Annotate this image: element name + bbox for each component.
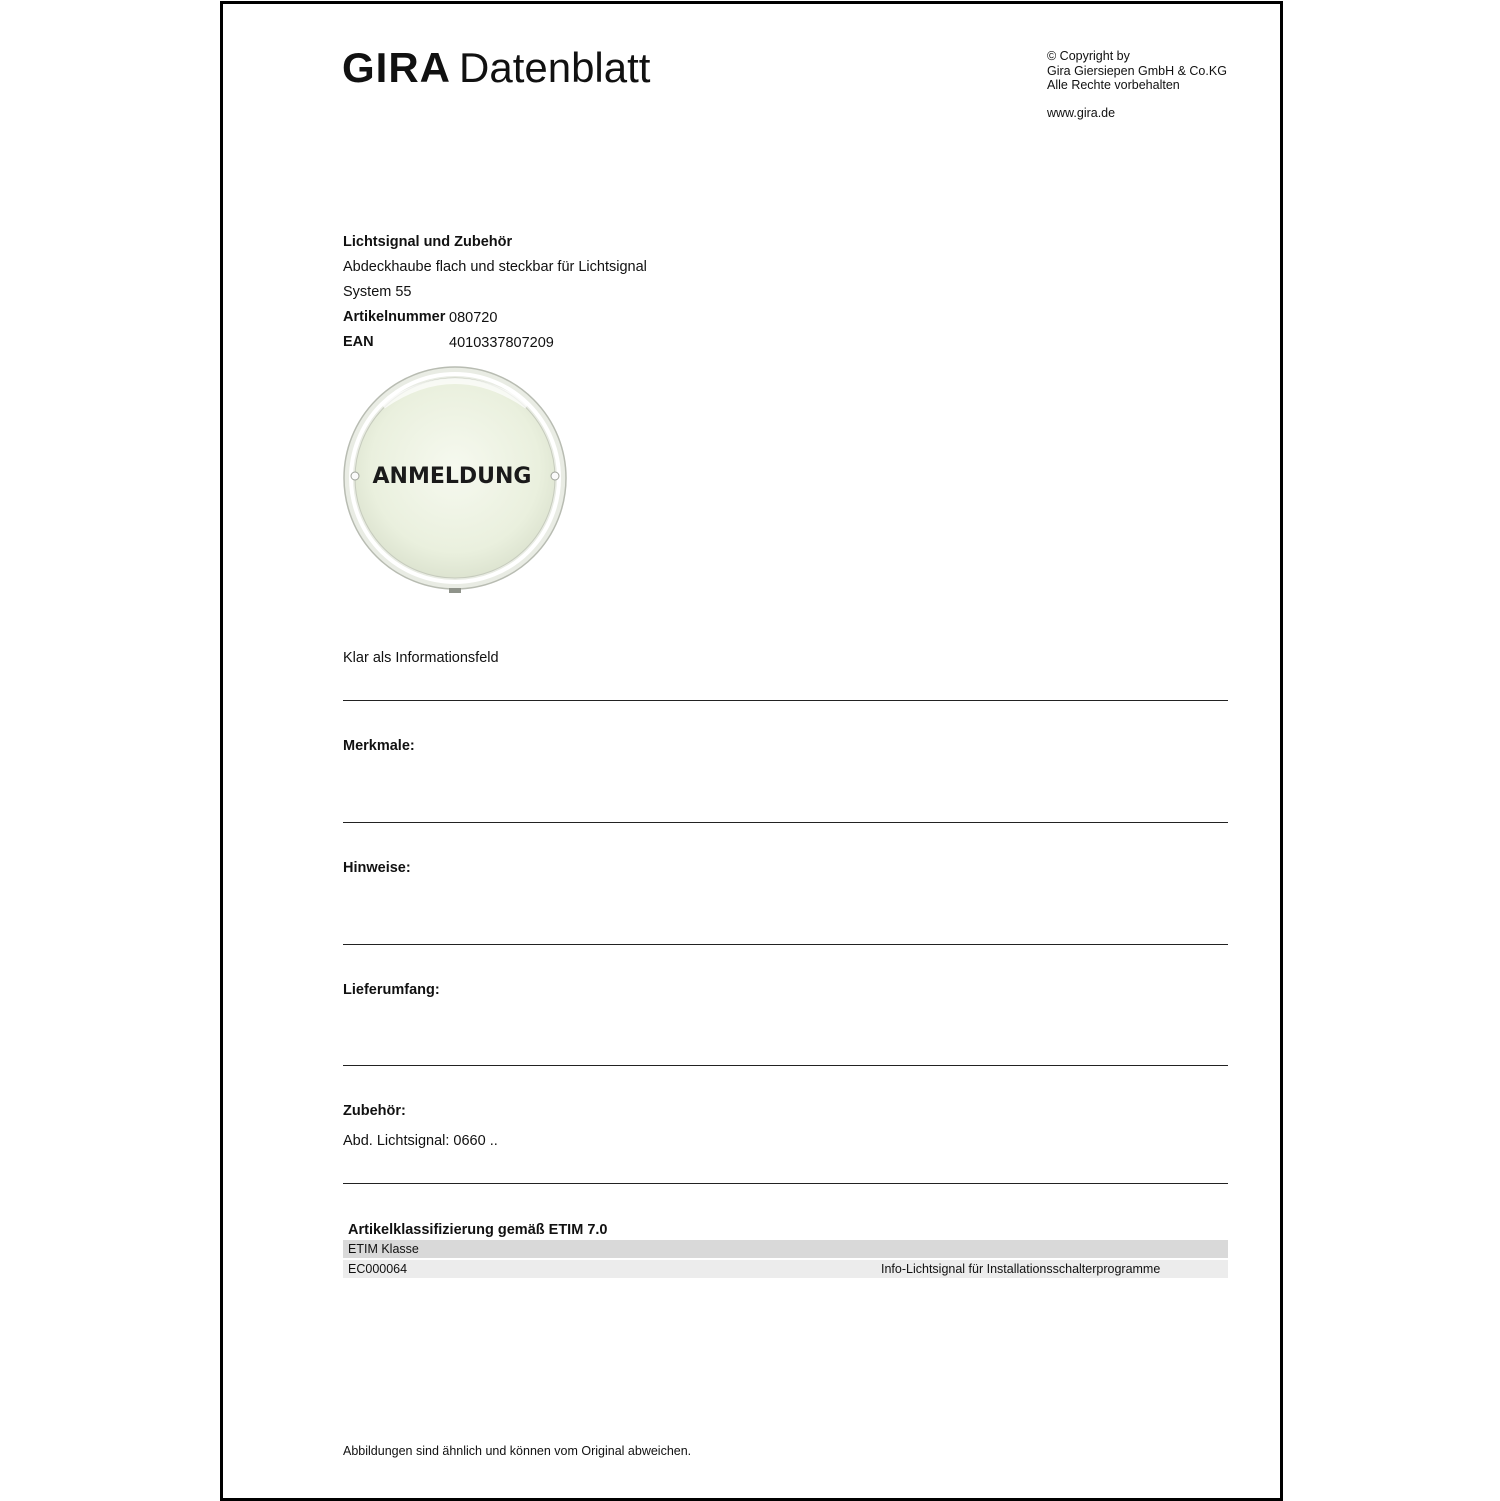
etim-header-label: ETIM Klasse bbox=[348, 1242, 419, 1256]
brand-logo: GIRA bbox=[342, 44, 451, 91]
product-category: Lichtsignal und Zubehör bbox=[343, 234, 513, 250]
cover-cap-label: ANMELDUNG bbox=[372, 464, 532, 489]
article-number-value: 080720 bbox=[449, 310, 498, 326]
section-title-zubehoer: Zubehör: bbox=[343, 1103, 406, 1119]
section-title-lieferumfang: Lieferumfang: bbox=[343, 982, 440, 998]
copyright-line: Gira Giersiepen GmbH & Co.KG bbox=[1047, 63, 1227, 78]
divider bbox=[343, 1065, 1228, 1066]
website-link[interactable]: www.gira.de bbox=[1047, 106, 1116, 120]
etim-header-row bbox=[343, 1240, 1228, 1258]
copyright-line: © Copyright by bbox=[1047, 49, 1130, 63]
product-image bbox=[343, 366, 567, 594]
doc-type: Datenblatt bbox=[459, 44, 651, 91]
divider bbox=[343, 944, 1228, 945]
etim-class-code: EC000064 bbox=[348, 1262, 408, 1276]
article-number-label: Artikelnummer bbox=[343, 309, 446, 325]
copyright-line: Alle Rechte vorbehalten bbox=[1047, 78, 1180, 92]
product-system: System 55 bbox=[343, 284, 412, 300]
section-title-merkmale: Merkmale: bbox=[343, 738, 415, 754]
etim-title: Artikelklassifizierung gemäß ETIM 7.0 bbox=[348, 1222, 608, 1238]
etim-class-name: Info-Lichtsignal für Installationsschalterprogramme bbox=[881, 1262, 1161, 1276]
divider bbox=[343, 1183, 1228, 1184]
cover-cap-illustration bbox=[343, 366, 567, 594]
divider bbox=[343, 822, 1228, 823]
brand-title bbox=[342, 44, 650, 92]
divider bbox=[343, 700, 1228, 701]
ean-label: EAN bbox=[343, 334, 374, 350]
etim-class-row bbox=[343, 1260, 1228, 1278]
ean-value: 4010337807209 bbox=[449, 335, 554, 351]
copyright-block bbox=[1047, 49, 1227, 93]
product-note: Klar als Informationsfeld bbox=[343, 650, 499, 666]
footer-disclaimer: Abbildungen sind ähnlich und können vom Original abweichen. bbox=[343, 1444, 692, 1458]
product-description: Abdeckhaube flach und steckbar für Lichtsignal bbox=[343, 259, 647, 275]
zubehoer-text: Abd. Lichtsignal: 0660 .. bbox=[343, 1133, 498, 1149]
section-title-hinweise: Hinweise: bbox=[343, 860, 411, 876]
